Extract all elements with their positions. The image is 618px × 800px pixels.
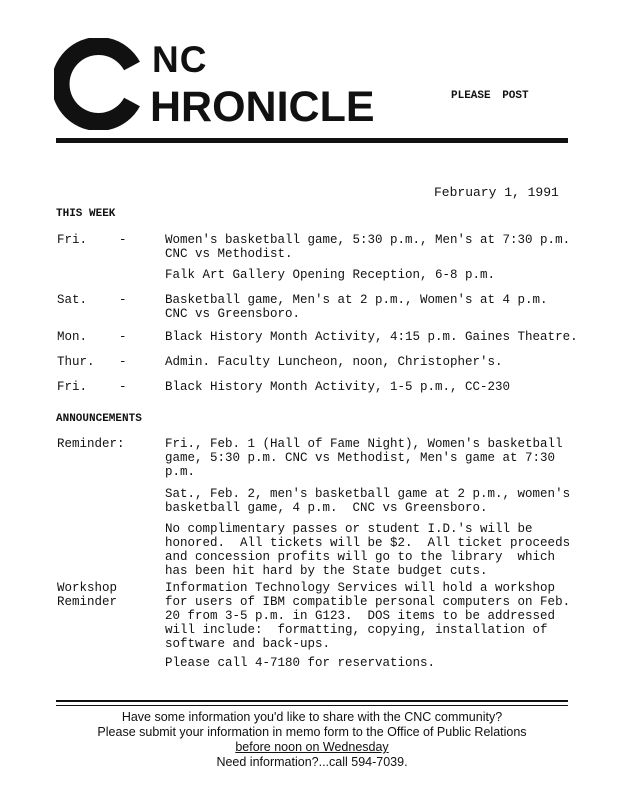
header-rule — [56, 138, 568, 143]
footer-rule — [56, 705, 568, 706]
footer-line: Please submit your information in memo form to the Office of Public Relations — [97, 725, 527, 739]
footer-line: Have some information you'd like to share with the CNC community? — [121, 710, 503, 724]
footer-contact: Need information?...call 594-7039. — [216, 755, 408, 769]
this-week-heading: THIS WEEK — [56, 208, 116, 220]
schedule-dash: - — [119, 233, 127, 247]
logo-nc-text: NC — [152, 39, 208, 80]
schedule-dash: - — [119, 330, 127, 344]
workshop-paragraph: Information Technology Services will hold a workshop for users of IBM compatible personal computers on Feb. 20 from 3-5 p.m. in G123. DOS items to be addressed will include: formatting, copying, installation of software and back-ups. — [165, 581, 571, 651]
schedule-day: Thur. — [57, 355, 95, 369]
schedule-text: Black History Month Activity, 1-5 p.m., CC-230 — [165, 380, 511, 394]
please-post-label: PLEASE POST — [451, 90, 529, 102]
footer-rule — [56, 700, 568, 702]
reminder-paragraph: Sat., Feb. 2, men's basketball game at 2 p.m., women's basketball game, 4 p.m. CNC vs Greensboro. — [165, 487, 571, 515]
announcements-heading: ANNOUNCEMENTS — [56, 413, 142, 425]
schedule-dash: - — [119, 355, 127, 369]
footer-deadline: before noon on Wednesday — [235, 740, 389, 754]
schedule-text: Falk Art Gallery Opening Reception, 6-8 p.m. — [165, 268, 496, 282]
issue-date: February 1, 1991 — [434, 185, 559, 200]
logo-hronicle-text: HRONICLE — [150, 83, 375, 131]
workshop-reminder-label: Workshop Reminder — [57, 581, 118, 609]
reminder-label: Reminder: — [57, 437, 125, 451]
logo-c-mark — [54, 38, 146, 130]
schedule-dash: - — [119, 380, 127, 394]
schedule-text: Black History Month Activity, 4:15 p.m. Gaines Theatre. — [165, 330, 578, 344]
schedule-day: Mon. — [57, 330, 88, 344]
schedule-day: Fri. — [57, 380, 88, 394]
schedule-day: Fri. — [57, 233, 88, 247]
reminder-paragraph: Fri., Feb. 1 (Hall of Fame Night), Women's basketball game, 5:30 p.m. CNC vs Methodist, Men's game at 7:30 p.m. — [165, 437, 563, 479]
schedule-dash: - — [119, 293, 127, 307]
chronicle-logo — [54, 38, 394, 130]
workshop-paragraph: Please call 4-7180 for reservations. — [165, 656, 436, 670]
schedule-text: Basketball game, Men's at 2 p.m., Women's at 4 p.m. CNC vs Greensboro. — [165, 293, 548, 321]
schedule-text: Admin. Faculty Luncheon, noon, Christopher's. — [165, 355, 503, 369]
schedule-text: Women's basketball game, 5:30 p.m., Men's at 7:30 p.m. CNC vs Methodist. — [165, 233, 571, 261]
schedule-day: Sat. — [57, 293, 88, 307]
reminder-paragraph: No complimentary passes or student I.D.'s will be honored. All tickets will be $2. All ticket proceeds and concession profits will go to the library which has been hit hard by the State budget cuts. — [165, 522, 571, 578]
